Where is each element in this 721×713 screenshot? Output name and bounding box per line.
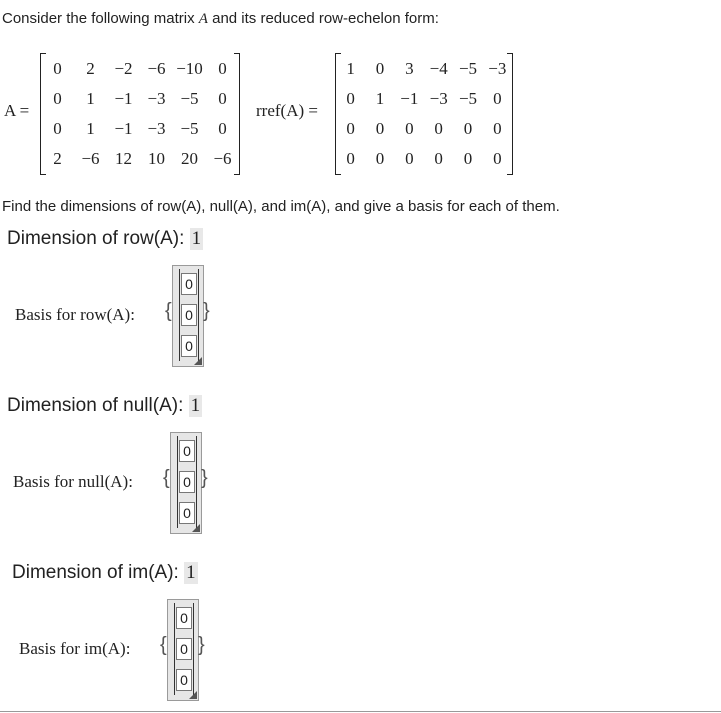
matrix-rref-cell: 0: [493, 119, 502, 138]
basis-null-entry-2[interactable]: 0: [179, 471, 195, 493]
dimension-null-label: Dimension of null(A):: [7, 395, 184, 416]
matrix-rref-cell: 0: [346, 119, 355, 138]
basis-im-entry-1[interactable]: 0: [176, 607, 192, 629]
matrix-a-cell: −1: [114, 89, 133, 108]
basis-null-open-brace: {: [163, 467, 170, 489]
matrix-a-cell: 12: [115, 149, 132, 168]
matrix-a: [40, 54, 240, 174]
resize-handle-icon[interactable]: [189, 691, 197, 699]
basis-null-label: Basis for null(A):: [13, 472, 133, 491]
dimension-im-prompt: [12, 562, 198, 584]
matrix-a-cell: 0: [218, 119, 227, 138]
basis-row-entry-1[interactable]: 0: [181, 273, 197, 295]
matrix-a-cell: 20: [181, 149, 198, 168]
dimension-null-prompt: [7, 395, 202, 417]
matrix-rref-cell: 0: [434, 119, 443, 138]
matrix-a-cell: 0: [218, 59, 227, 78]
matrix-a-cell: 0: [53, 119, 62, 138]
matrix-rref-label: rref(A) =: [256, 101, 318, 120]
matrix-rref-cell: −1: [400, 89, 419, 108]
matrix-rref-cell: 0: [375, 59, 385, 78]
basis-im-entry-2[interactable]: 0: [176, 638, 192, 660]
matrix-a-cell: 1: [86, 119, 95, 138]
matrix-a-cell: −3: [147, 119, 166, 138]
matrix-a-cell: 0: [53, 89, 62, 108]
matrix-a-cell: −5: [180, 119, 199, 138]
matrix-a-cell: −10: [176, 59, 203, 78]
basis-row-close-brace: }: [203, 300, 210, 322]
basis-null-entry-3[interactable]: 0: [179, 502, 195, 524]
matrix-rref-cell: 0: [493, 89, 502, 108]
dimension-null-answer[interactable]: 1: [190, 395, 201, 416]
matrix-a-cell: −2: [114, 59, 133, 78]
matrix-a-cell: 2: [53, 149, 62, 168]
matrix-rref-cell: 0: [346, 149, 355, 168]
matrix-rref-cell: 0: [346, 89, 355, 108]
matrix-a-cell: −5: [180, 89, 199, 108]
basis-im-close-brace: }: [198, 634, 205, 656]
basis-row-vector[interactable]: [172, 265, 204, 367]
matrix-rref-cell: −4: [429, 59, 448, 78]
matrix-rref-cell: 0: [434, 149, 443, 168]
dimension-im-label: Dimension of im(A):: [12, 562, 179, 583]
matrix-a-cell: 1: [86, 89, 95, 108]
basis-null-entry-1[interactable]: 0: [179, 440, 195, 462]
matrix-a-cell: 0: [53, 59, 62, 78]
dimension-im-answer[interactable]: 1: [186, 562, 196, 583]
dimension-row-answer[interactable]: 1: [191, 228, 202, 249]
intro-before: Consider the following matrix: [2, 10, 199, 27]
basis-row-entry-2[interactable]: 0: [181, 304, 197, 326]
dimension-row-prompt: [7, 228, 203, 250]
matrix-a-cell: 2: [86, 59, 95, 78]
matrix-rref: [335, 54, 513, 174]
matrix-a-cell: −6: [213, 149, 232, 168]
basis-im-entry-3[interactable]: 0: [176, 669, 192, 691]
intro-text: [2, 10, 439, 28]
resize-handle-icon[interactable]: [194, 357, 202, 365]
matrix-rref-cell: 0: [463, 149, 473, 168]
basis-null-vector[interactable]: [170, 432, 202, 534]
matrix-rref-cell: 0: [375, 119, 385, 138]
matrix-rref-cell: −5: [458, 59, 478, 78]
basis-row-open-brace: {: [165, 300, 172, 322]
basis-row-label: Basis for row(A):: [15, 305, 135, 324]
bottom-divider: [0, 711, 721, 712]
matrix-rref-cell: 1: [346, 59, 355, 78]
matrix-a-cell: 0: [218, 89, 227, 108]
matrix-rref-cell: 0: [463, 119, 473, 138]
matrix-rref-cell: −3: [488, 59, 507, 78]
basis-im-vector[interactable]: [167, 599, 199, 701]
matrix-rref-cell: −5: [458, 89, 478, 108]
matrix-a-cell: −6: [81, 149, 100, 168]
matrix-rref-cell: 3: [405, 59, 414, 78]
matrix-a-cell: −1: [114, 119, 133, 138]
matrix-rref-cell: −3: [429, 89, 448, 108]
question-text: Find the dimensions of row(A), null(A), and im(A), and give a basis for each of them.: [2, 198, 560, 215]
basis-im-label: Basis for im(A):: [19, 639, 131, 658]
matrix-rref-cell: 0: [405, 119, 414, 138]
matrix-rref-cell: 1: [375, 89, 385, 108]
matrix-a-cell: −6: [147, 59, 166, 78]
intro-variable: A: [198, 11, 208, 27]
matrix-a-label: A =: [4, 101, 30, 120]
matrix-rref-cell: 0: [375, 149, 385, 168]
intro-after: and its reduced row-echelon form:: [207, 10, 439, 27]
matrix-a-cell: 10: [148, 149, 165, 168]
dimension-row-label: Dimension of row(A):: [7, 228, 185, 249]
matrix-rref-cell: 0: [493, 149, 502, 168]
resize-handle-icon[interactable]: [192, 524, 200, 532]
basis-null-close-brace: }: [201, 467, 208, 489]
matrix-a-cell: −3: [147, 89, 166, 108]
matrix-rref-cell: 0: [405, 149, 414, 168]
basis-row-entry-3[interactable]: 0: [181, 335, 197, 357]
basis-im-open-brace: {: [160, 634, 167, 656]
